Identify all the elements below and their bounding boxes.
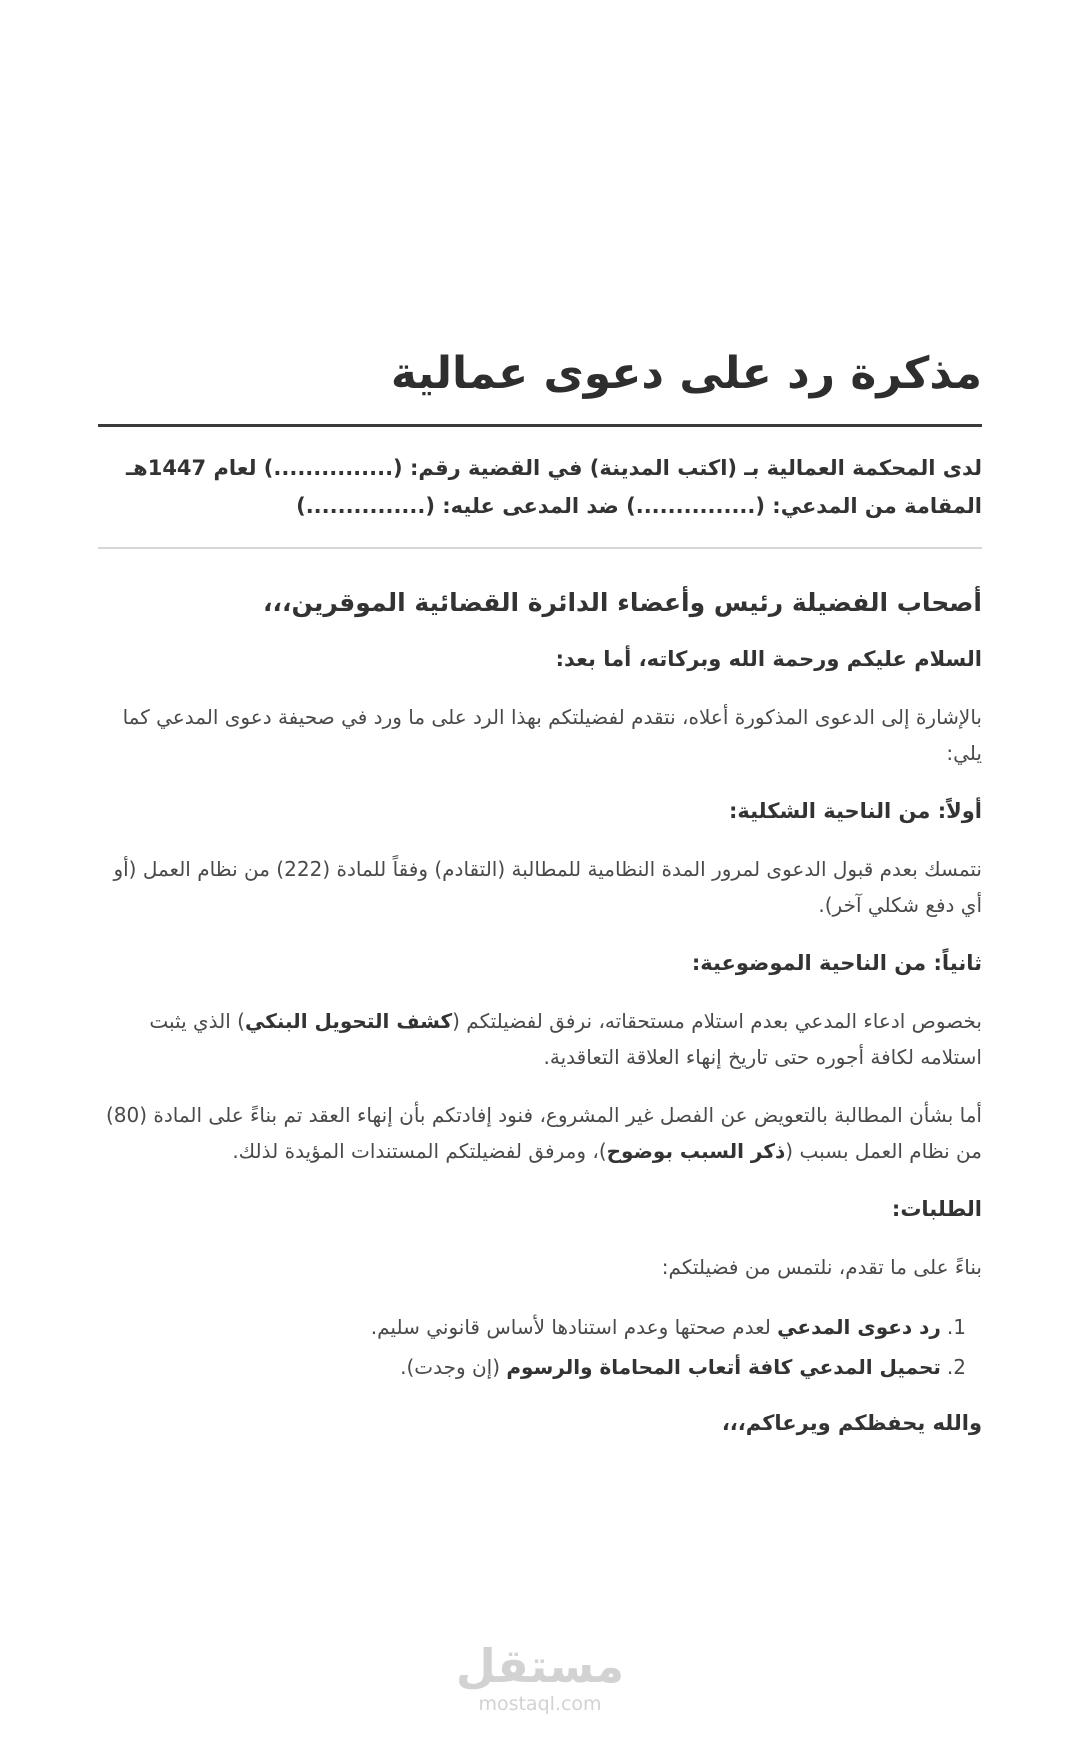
watermark-url: mostaql.com [478,1693,602,1715]
document-title: مذكرة رد على دعوى عمالية [390,348,982,399]
memo-document [98,340,982,1441]
court-case-line: لدى المحكمة العمالية بـ (اكتب المدينة) في القضية رقم: (...............) لعام 1447هـ المقامة من المدعي: (...............) ضد المدعى عليه: (...............) [125,456,982,518]
list-item-emphasis: رد دعوى المدعي [777,1315,941,1339]
requests-list [98,1307,966,1387]
mostaql-watermark [0,1640,1080,1716]
bank-transfer-paragraph [98,1003,982,1075]
formal-aspect-paragraph: نتمسك بعدم قبول الدعوى لمرور المدة النظامية للمطالبة (التقادم) وفقاً للمادة (222) من نظام العمل (أو أي دفع شكلي آخر). [113,857,982,917]
paragraph-text: أما بشأن المطالبة بالتعويض عن الفصل غير المشروع، فنود إفادتكم بأن إنهاء العقد تم بناءً على المادة (80) من نظام العمل بسبب ( [105,1103,982,1163]
substantive-aspect-heading: ثانياً: من الناحية الموضوعية: [691,951,982,975]
closing-line: والله يحفظكم ويرعاكم،،، [721,1411,982,1435]
list-item [98,1347,966,1387]
requests-intro: بناءً على ما تقدم، نلتمس من فضيلتكم: [661,1255,982,1279]
watermark-logo: مستقل [455,1639,625,1693]
list-item [98,1307,966,1347]
list-number: 2. [946,1355,966,1379]
greeting: السلام عليكم ورحمة الله وبركاته، أما بعد: [555,647,982,671]
paragraph-text: بخصوص ادعاء المدعي بعدم استلام مستحقاته، نرفق لفضيلتكم ( [452,1009,982,1033]
paragraph-text: )، ومرفق لفضيلتكم المستندات المؤيدة لذلك. [232,1139,607,1163]
bank-transfer-emphasis: كشف التحويل البنكي [244,1009,453,1033]
requests-heading: الطلبات: [891,1197,982,1221]
list-item-text: (إن وجدت). [400,1355,507,1379]
formal-aspect-heading: أولاً: من الناحية الشكلية: [728,799,982,823]
paragraph-text: ) الذي يثبت استلامه لكافة أجوره حتى تاريخ إنهاء العلاقة التعاقدية. [149,1009,982,1069]
header-divider [98,547,982,549]
dismissal-paragraph [98,1097,982,1169]
list-number: 1. [946,1315,966,1339]
title-divider [98,424,982,427]
reason-emphasis: ذكر السبب بوضوح [606,1139,786,1163]
list-item-emphasis: تحميل المدعي كافة أتعاب المحاماة والرسوم [506,1355,941,1379]
intro-paragraph: بالإشارة إلى الدعوى المذكورة أعلاه، نتقدم لفضيلتكم بهذا الرد على ما ورد في صحيفة دعوى المدعي كما يلي: [122,705,982,765]
salutation: أصحاب الفضيلة رئيس وأعضاء الدائرة القضائية الموقرين،،، [262,588,982,617]
list-item-text: لعدم صحتها وعدم استنادها لأساس قانوني سليم. [370,1315,778,1339]
